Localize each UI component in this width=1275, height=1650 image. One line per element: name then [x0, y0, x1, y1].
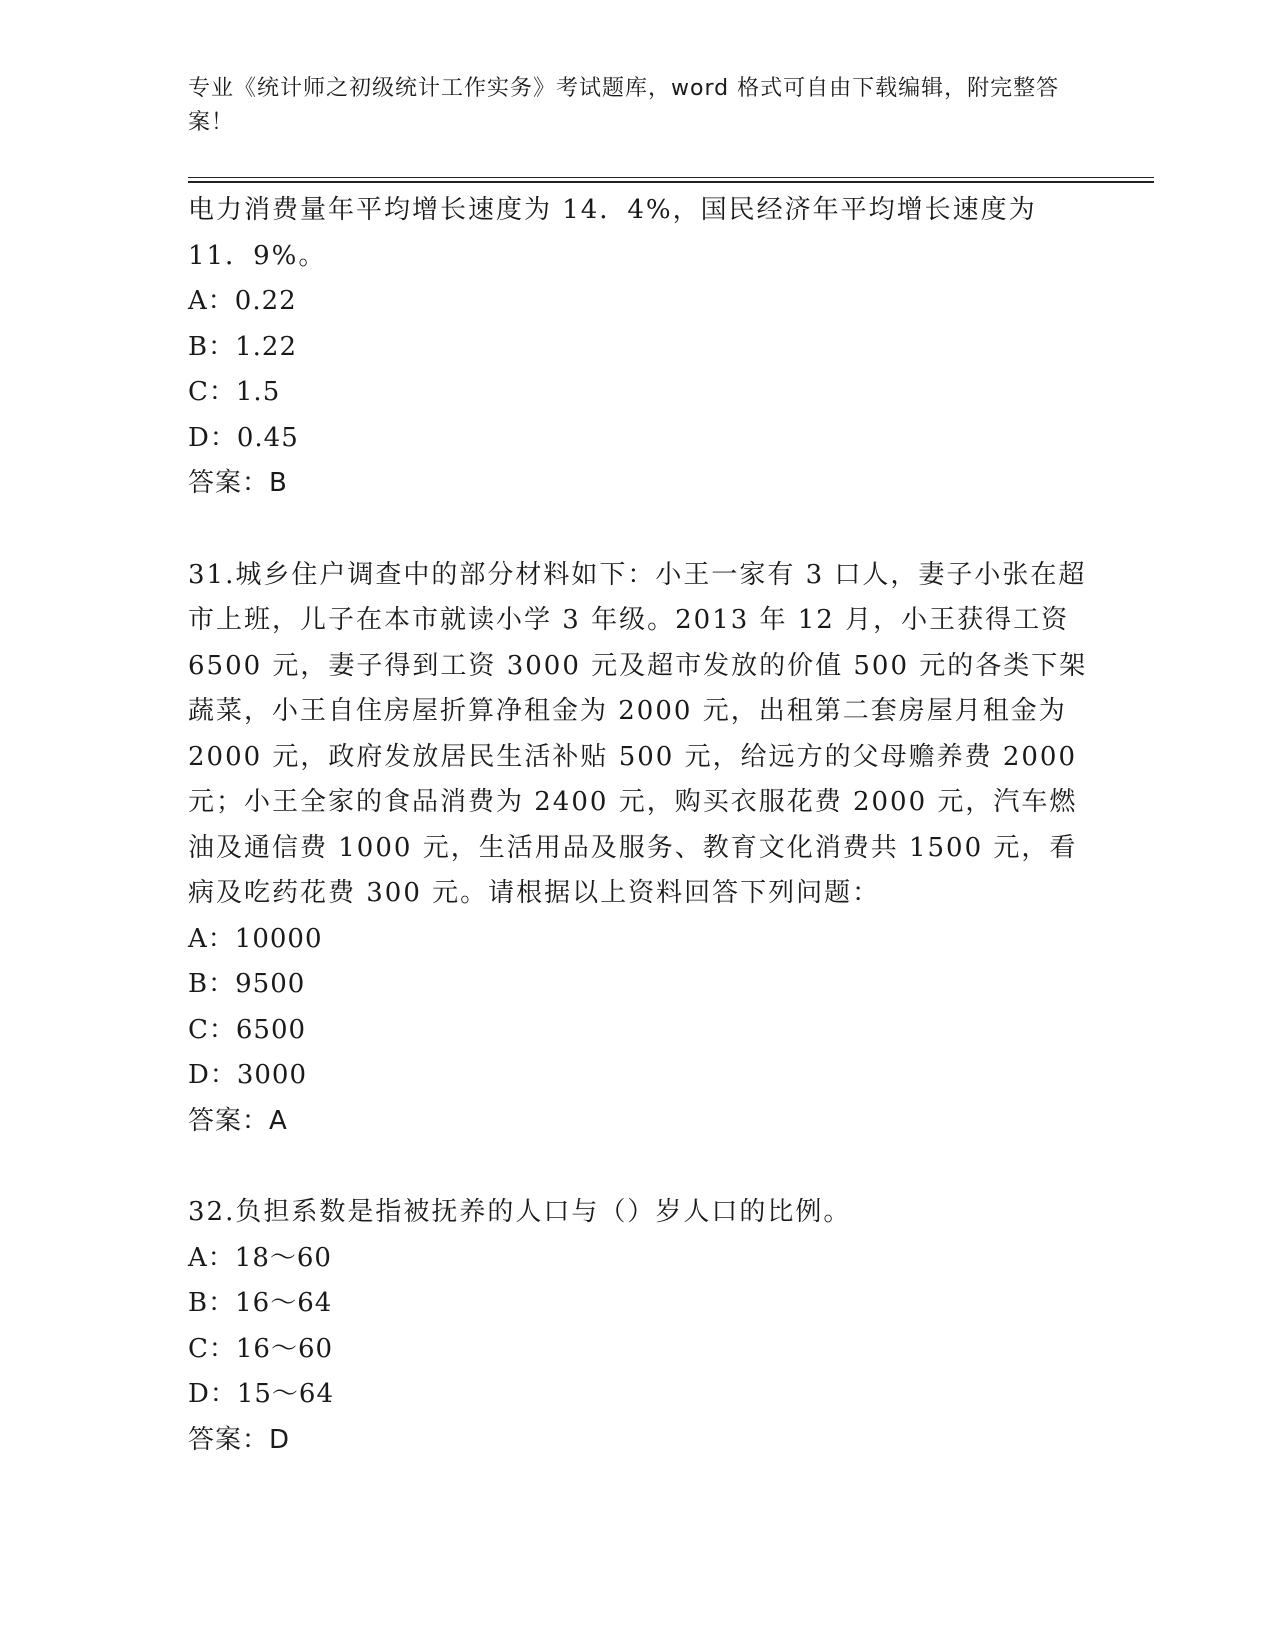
answer-line: 答案：B [188, 468, 288, 498]
option-b: B：9500 [188, 969, 306, 999]
option-c: C：16～60 [188, 1333, 334, 1364]
option-d: D：3000 [188, 1060, 308, 1090]
question-30 [188, 188, 1088, 507]
option-b: B：16～64 [188, 1288, 333, 1318]
header-rule-thin [188, 177, 1154, 178]
option-a: A：0.22 [188, 286, 297, 316]
option-c: C：6500 [188, 1014, 307, 1045]
answer-line: 答案：A [188, 1105, 288, 1136]
question-31 [188, 553, 1088, 1145]
option-d: D：15～64 [188, 1379, 335, 1409]
answer-line: 答案：D [188, 1424, 291, 1455]
option-d: D：0.45 [188, 422, 299, 453]
option-b: B：1.22 [188, 331, 297, 362]
document-header [188, 72, 1068, 140]
option-a: A：10000 [188, 923, 323, 954]
spacer [188, 507, 1088, 553]
question-stem: 电力消费量年平均增长速度为 14．4%，国民经济年平均增长速度为 11．9%。 [188, 195, 1037, 271]
document-body [188, 188, 1088, 1463]
question-stem: 31.城乡住户调查中的部分材料如下：小王一家有 3 口人，妻子小张在超市上班，儿子在本市就读小学 3 年级。2013 年 12 月，小王获得工资 6500 元，妻子得到工资 3000 元及超市发放的价值 500 元的各类下架蔬菜，小王自住房屋折算净租金为 2000 元，出租第二套房屋月租金为 2000 元，政府发放居民生活补贴 500 元，给远方的父母赡养费 2000 元；小王全家的食品消费为 2400 元，购买衣服花费 2000 元，汽车燃油及通信费 1000 元，生活用品及服务、教育文化消费共 1500 元，看病及吃药花费 300 元。请根据以上资料回答下列问题： [188, 559, 1088, 908]
header-text: 专业《统计师之初级统计工作实务》考试题库，word 格式可自由下载编辑，附完整答案！ [188, 76, 1060, 135]
spacer [188, 1144, 1088, 1190]
option-a: A：18～60 [188, 1242, 332, 1273]
question-32 [188, 1190, 1088, 1463]
question-stem: 32.负担系数是指被抚养的人口与（）岁人口的比例。 [188, 1197, 852, 1227]
header-rule-thick [188, 181, 1154, 183]
option-c: C：1.5 [188, 377, 281, 407]
